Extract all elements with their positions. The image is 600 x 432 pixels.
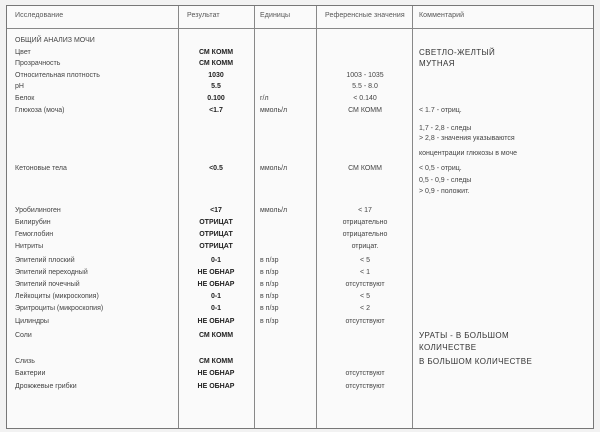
reference-value: СМ КОММ [348,107,382,114]
reference-value: < 2 [360,305,370,312]
reference-value: < 1 [360,269,370,276]
comment-line: 1,7 - 2,8 - следы [419,125,472,132]
reference-value: < 17 [358,207,372,214]
result-value: НЕ ОБНАР [197,370,235,377]
result-value: СМ КОММ [198,332,234,339]
result-value: 0-1 [210,293,222,300]
lab-report-table [6,5,594,429]
unit-value: г/л [260,95,269,102]
result-value: СМ КОММ [198,49,234,56]
unit-value: в п/зр [260,318,279,325]
reference-value: < 5 [360,257,370,264]
header-divider [7,28,593,29]
result-value: НЕ ОБНАР [197,318,235,325]
result-value: НЕ ОБНАР [197,269,235,276]
reference-value: 1003 - 1035 [346,72,384,79]
result-value: 1030 [208,72,224,79]
result-value: ОТРИЦАТ [199,231,233,238]
result-value: ОТРИЦАТ [199,219,233,226]
reference-value: отрицат. [351,243,379,250]
result-value: 0-1 [210,257,222,264]
reference-value: < 0.140 [353,95,377,102]
test-name: Лейкоциты (микроскопия) [15,293,99,300]
unit-value: в п/зр [260,293,279,300]
test-name: Билирубин [15,219,51,226]
comment-text: МУТНАЯ [419,59,455,68]
reference-value: < 5 [360,293,370,300]
column-divider [178,6,179,428]
reference-value: отрицательно [342,231,388,238]
reference-value: 5.5 - 8.0 [352,83,378,90]
comment-line: > 2,8 - значения указываются [419,135,515,142]
unit-value: в п/зр [260,281,279,288]
result-value: 5.5 [211,83,221,90]
result-value: НЕ ОБНАР [197,383,235,390]
test-name: Бактерии [15,370,46,377]
test-name: Слизь [15,358,35,365]
result-value: СМ КОММ [198,358,234,365]
comment-text: УРАТЫ - В БОЛЬШОМ [419,331,510,340]
test-name: Нитриты [15,243,44,250]
unit-value: ммоль/л [260,107,288,114]
result-value: ОТРИЦАТ [199,243,233,250]
unit-value: в п/зр [260,257,279,264]
comment-text: СВЕТЛО-ЖЕЛТЫЙ [419,48,496,57]
comment-line: концентрации глюкозы в моче [419,150,517,157]
comment-line: > 0,9 - положит. [419,188,470,195]
header-result: Результат [187,12,220,19]
reference-value: отсутствуют [345,370,385,377]
test-name: Соли [15,332,32,339]
unit-value: в п/зр [260,269,279,276]
test-name: Относительная плотность [15,72,100,79]
result-value: 0.100 [207,95,225,102]
column-divider [412,6,413,428]
test-name: Цвет [15,49,31,56]
reference-value: отсутствуют [345,383,385,390]
reference-value: отрицательно [342,219,388,226]
test-name: pH [15,83,24,90]
column-divider [254,6,255,428]
header-units: Единицы [260,12,291,19]
comment-line: В БОЛЬШОМ КОЛИЧЕСТВЕ [419,357,533,366]
comment-text: < 1.7 - отриц. [419,107,462,114]
test-name: Прозрачность [15,60,61,67]
test-name: Эпителий переходный [15,269,88,276]
unit-value: ммоль/л [260,207,288,214]
test-name: ОБЩИЙ АНАЛИЗ МОЧИ [15,37,95,44]
result-value: СМ КОММ [198,60,234,67]
comment-line: КОЛИЧЕСТВЕ [419,343,477,352]
test-name: Эпителий почечный [15,281,80,288]
header-comment: Комментарий [419,12,465,19]
result-value: 0-1 [210,305,222,312]
result-value: НЕ ОБНАР [197,281,235,288]
test-name: Эритроциты (микроскопия) [15,305,104,312]
unit-value: в п/зр [260,305,279,312]
reference-value: СМ КОММ [348,165,382,172]
comment-line: < 0,5 - отриц. [419,165,462,172]
test-name: Кетоновые тела [15,165,67,172]
test-name: Белок [15,95,35,102]
header-test: Исследование [15,12,64,19]
test-name: Уробилиноген [15,207,61,214]
header-reference: Референсные значения [325,12,405,19]
test-name: Гемоглобин [15,231,54,238]
result-value: <1.7 [209,107,223,114]
test-name: Цилиндры [15,318,49,325]
column-divider [316,6,317,428]
comment-line: 0,5 - 0,9 - следы [419,177,472,184]
unit-value: ммоль/л [260,165,288,172]
test-name: Глюкоза (моча) [15,107,65,114]
test-name: Эпителий плоский [15,257,75,264]
test-name: Дрожжевые грибки [15,383,77,390]
result-value: <0.5 [209,165,223,172]
reference-value: отсутствуют [345,318,385,325]
reference-value: отсутствуют [345,281,385,288]
result-value: <17 [210,207,222,214]
